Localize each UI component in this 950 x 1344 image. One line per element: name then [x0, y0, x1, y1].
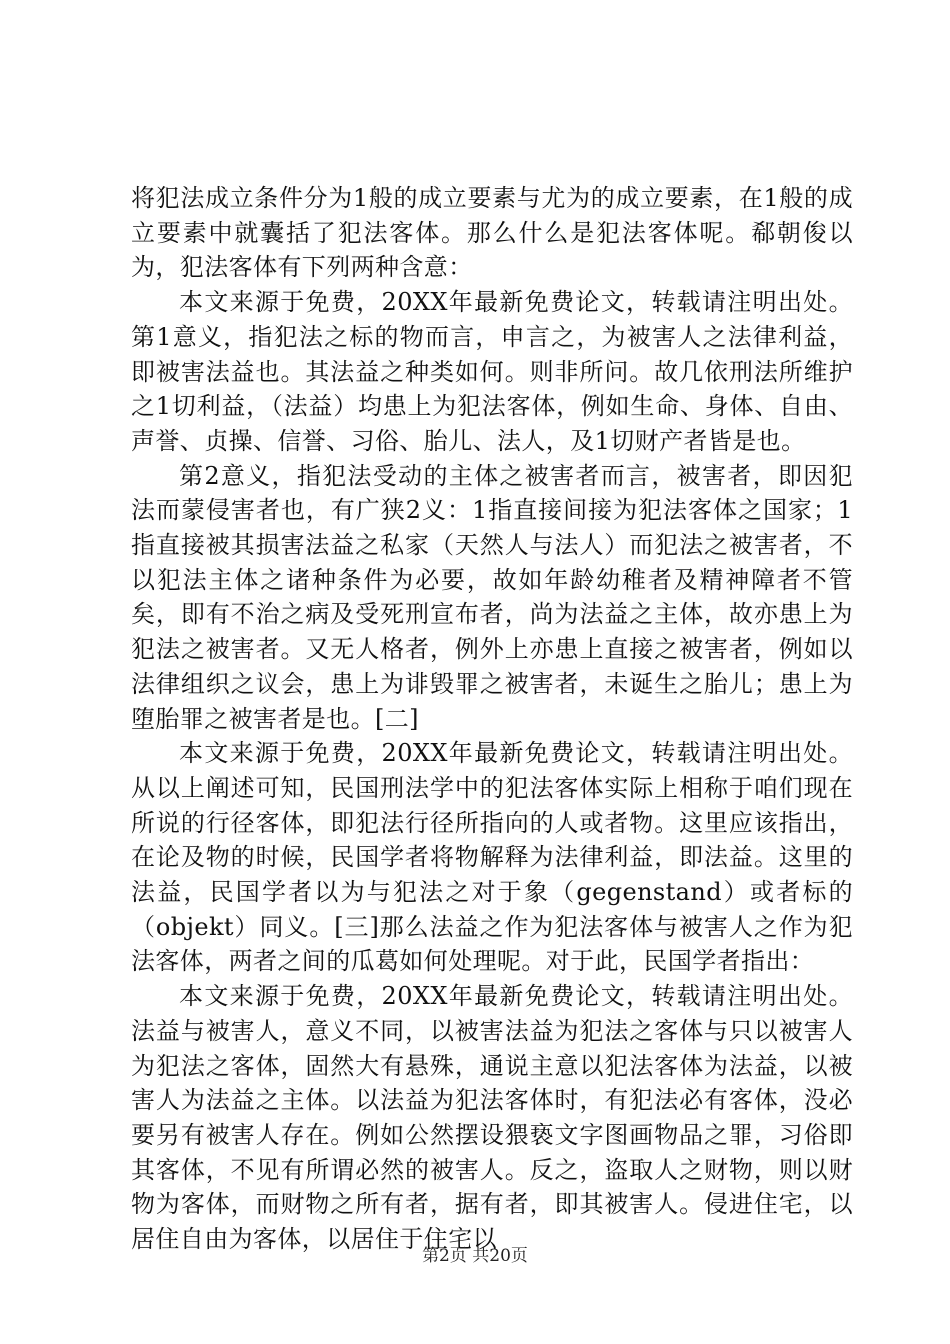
- page-number-footer: 第2页 共20页: [422, 1246, 528, 1266]
- paragraph-2: 本文来源于免费，20XX年最新免费论文，转载请注明出处。第1意义，指犯法之标的物而言，申言之，为被害人之法律利益，即被害法益也。其法益之种类如何。则非所问。故几依刑法所维护之1切利益，（法益）均患上为犯法客体，例如生命、身体、自由、声誉、贞操、信誉、习俗、胎儿、法人，及1切财产者皆是也。: [131, 288, 853, 455]
- paragraph-1: 将犯法成立条件分为1般的成立要素与尤为的成立要素，在1般的成立要素中就囊括了犯法客体。那么什么是犯法客体呢。郗朝俊以为，犯法客体有下列两种含意：: [131, 184, 853, 282]
- paragraph-5: 本文来源于免费，20XX年最新免费论文，转载请注明出处。法益与被害人，意义不同，以被害法益为犯法之客体与只以被害人为犯法之客体，固然大有悬殊，通说主意以犯法客体为法益，以被害人为法益之主体。以法益为犯法客体时，有犯法必有客体，没必要另有被害人存在。例如公然摆设猥亵文字图画物品之罪，习俗即其客体，不见有所谓必然的被害人。反之，盗取人之财物，则以财物为客体，而财物之所有者，据有者，即其被害人。侵进住宅，以居住自由为客体，以居住于住宅以: [131, 982, 853, 1254]
- body-text: [131, 181, 853, 1257]
- paragraph-3: 第2意义，指犯法受动的主体之被害者而言，被害者，即因犯法而蒙侵害者也，有广狭2义：1指直接间接为犯法客体之国家；1指直接被其损害法益之私家（天然人与法人）而犯法之被害者，不以犯法主体之诸种条件为必要，故如年龄幼稚者及精神障者不管矣，即有不治之病及受死刑宣布者，尚为法益之主体，故亦患上为犯法之被害者。又无人格者，例外上亦患上直接之被害者，例如以法律组织之议会，患上为诽毁罪之被害者，未诞生之胎儿；患上为堕胎罪之被害者是也。[二]: [131, 461, 853, 733]
- paragraph-4: 本文来源于免费，20XX年最新免费论文，转载请注明出处。从以上阐述可知，民国刑法学中的犯法客体实际上相称于咱们现在所说的行径客体，即犯法行径所指向的人或者物。这里应该指出，在论及物的时候，民国学者将物解释为法律利益，即法益。这里的法益，民国学者以为与犯法之对于象（gegenstand）或者标的（objekt）同义。[三]那么法益之作为犯法客体与被害人之作为犯法客体，两者之间的瓜葛如何处理呢。对于此，民国学者指出：: [131, 739, 853, 976]
